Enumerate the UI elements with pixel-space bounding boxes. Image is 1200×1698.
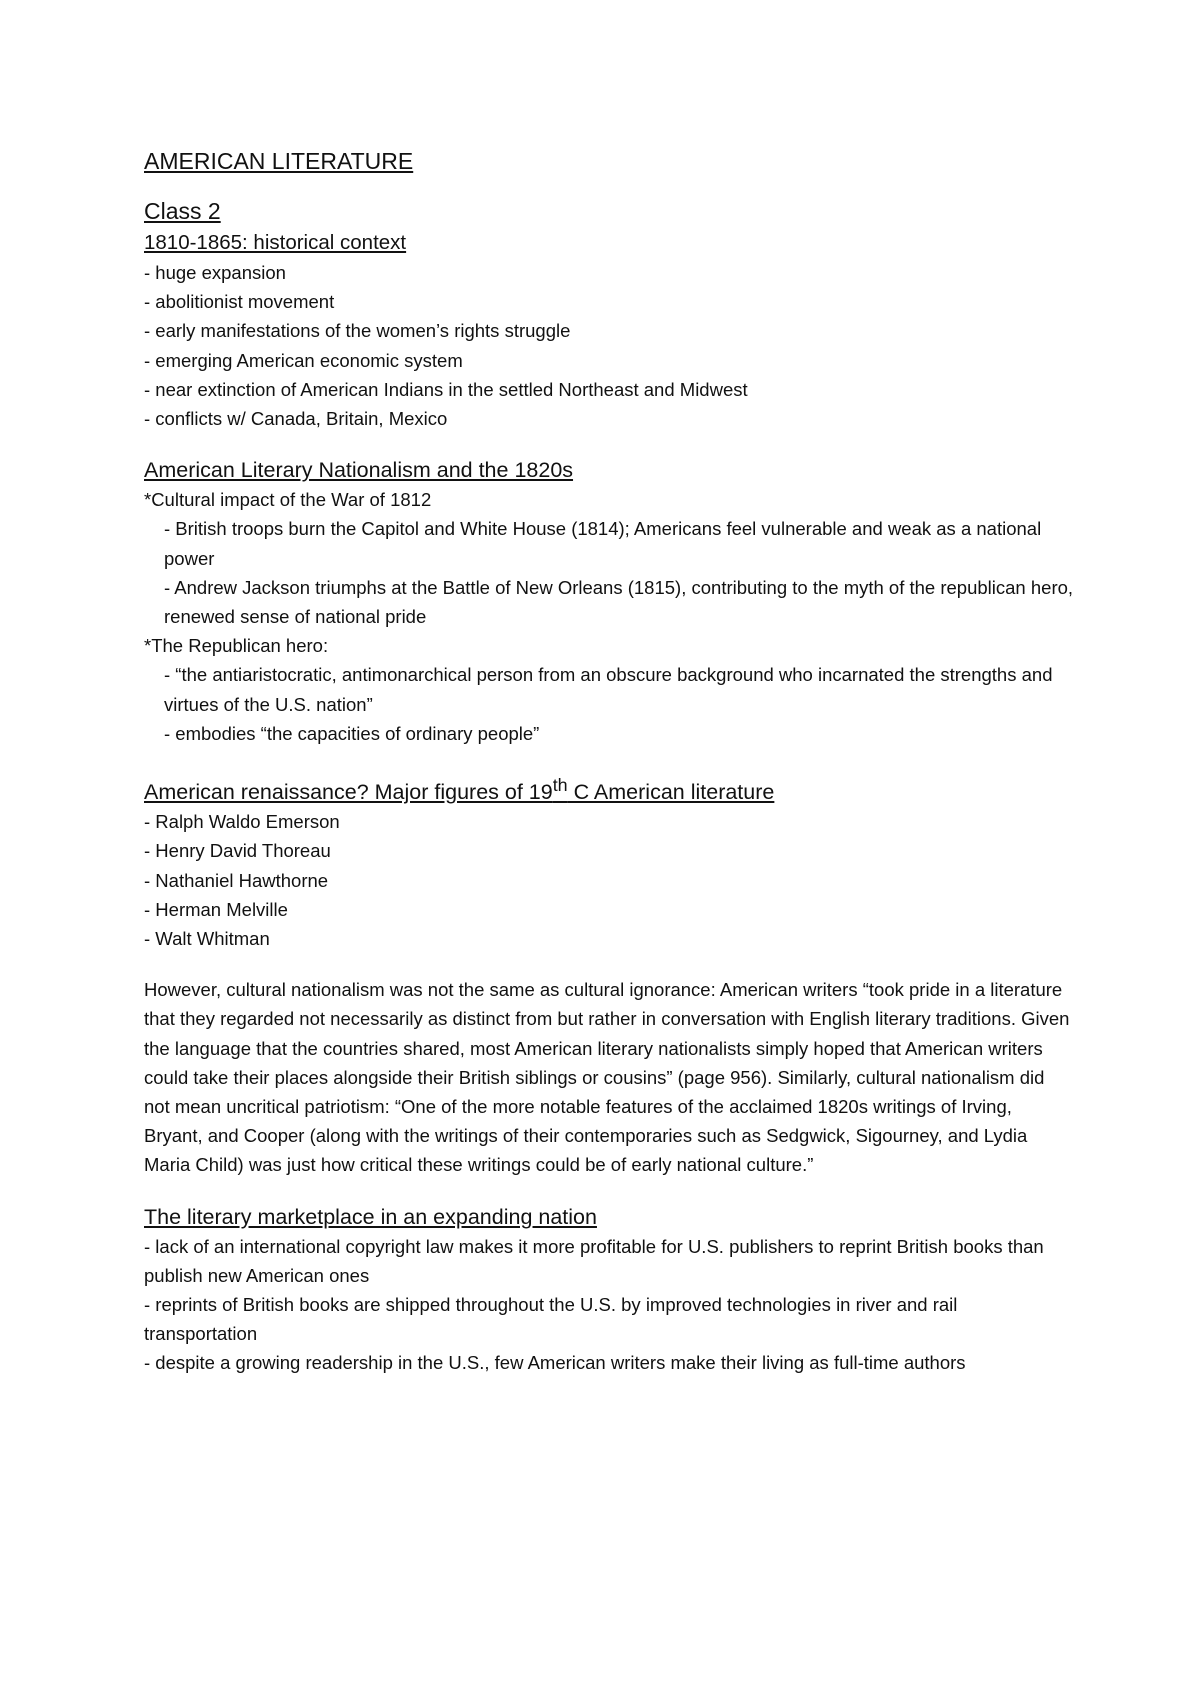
document-title: AMERICAN LITERATURE [144,148,414,174]
class-heading: Class 2 [144,198,221,224]
marketplace-heading: The literary marketplace in an expanding nation [144,1204,597,1229]
major-figures-list [144,807,1074,953]
list-item: - emerging American economic system [144,349,463,371]
list-item: - Herman Melville [144,898,288,920]
renaissance-heading-text: American renaissance? Major figures of 19 [144,780,553,805]
renaissance-heading-tail: C American literature [567,780,775,805]
marketplace-list [144,1232,1074,1378]
republican-hero-label: *The Republican hero: [144,635,329,657]
list-item: - early manifestations of the women’s rights struggle [144,320,571,342]
historical-context-list [144,258,1074,433]
list-item: - lack of an international copyright law makes it more profitable for U.S. publishers to reprint British books than publish new American ones [144,1235,1044,1286]
cultural-nationalism-paragraph: However, cultural nationalism was not the same as cultural ignorance: American writers “took pride in a literature that they regarded not necessarily as distinct from but rather in conversation with English literary traditions. Given the language that the countries shared, most American literary nationalists simply hoped that American writers could take their places alongside their British siblings or cousins” (page 956). Similarly, cultural nationalism did not mean uncritical patriotism: “One of the more notable features of the acclaimed 1820s writings of Irving, Bryant, and Cooper (along with the writings of their contemporaries such as Sedgwick, Sigourney, and Lydia Maria Child) was just how critical these writings could be of early national culture.” [144,979,1070,1176]
list-item: - abolitionist movement [144,291,335,313]
list-item: - Ralph Waldo Emerson [144,811,340,833]
list-item: - near extinction of American Indians in the settled Northeast and Midwest [144,378,748,400]
list-item: - reprints of British books are shipped throughout the U.S. by improved technologies in river and rail transportation [144,1294,958,1345]
hero-item-1: - “the antiaristocratic, antimonarchical person from an obscure background who incarnated the strengths and virtues of the U.S. nation” [164,664,1053,715]
war-item-1: - British troops burn the Capitol and White House (1814); Americans feel vulnerable and weak as a national power [164,518,1042,569]
war-of-1812-label: *Cultural impact of the War of 1812 [144,489,432,511]
nationalism-heading: American Literary Nationalism and the 1820s [144,458,574,483]
renaissance-heading [144,770,1074,807]
list-item: - conflicts w/ Canada, Britain, Mexico [144,408,448,430]
list-item: - despite a growing readership in the U.S., few American writers make their living as full-time authors [144,1352,966,1374]
document-body [144,146,1074,1378]
list-item: - Henry David Thoreau [144,840,331,862]
hero-item-2: - embodies “the capacities of ordinary people” [164,722,540,744]
war-item-2: - Andrew Jackson triumphs at the Battle of New Orleans (1815), contributing to the myth of the republican hero, renewed sense of national pride [164,576,1074,628]
list-item: - huge expansion [144,262,286,283]
renaissance-heading-sup: th [552,775,568,796]
list-item: - Nathaniel Hawthorne [144,869,329,891]
historical-context-heading: 1810-1865: historical context [144,231,407,254]
list-item: - Walt Whitman [144,928,270,950]
